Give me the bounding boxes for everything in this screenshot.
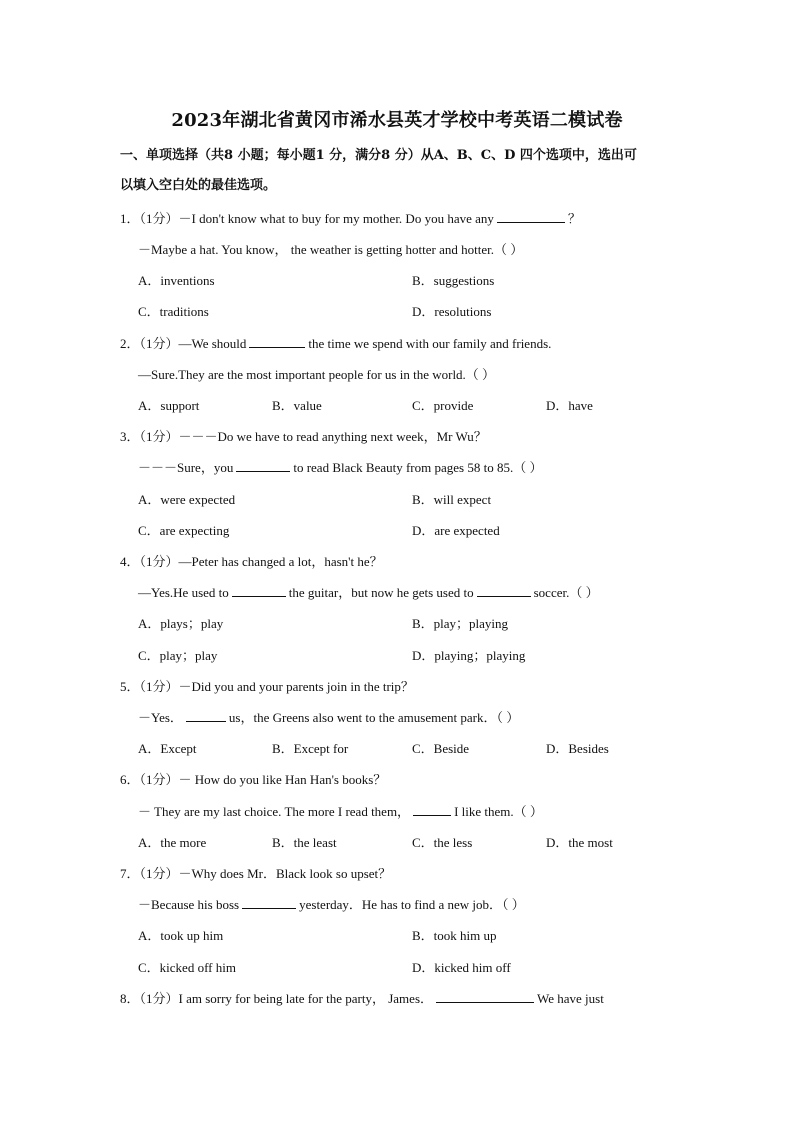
section-instructions-line1: 一、单项选择（共8 小题；每小题1 分，满分8 分）从A、B、C、D 四个选项中，选出可 [120,148,637,163]
question-6-stem: 6．（1分）－ How do you like Han Han's books？ [120,772,387,787]
question-2-option-a[interactable]: A．support [138,398,200,413]
answer-blank [249,335,305,348]
question-7-option-d[interactable]: D．kicked him off [412,960,511,975]
question-6-option-c[interactable]: C．the less [412,835,473,850]
question-4-option-b[interactable]: B．play；playing [412,616,509,631]
section-instructions-line2: 以填入空白处的最佳选项。 [120,178,277,193]
question-5-response: －Yes． us，the Greens also went to the amusement park．（ ） [138,710,520,725]
question-4-response: —Yes.He used to the guitar，but now he gets used to soccer.（ ） [138,585,599,600]
question-3-option-d[interactable]: D．are expected [412,523,500,538]
question-6-response: － They are my last choice. The more I read them， I like them.（ ） [138,804,543,819]
question-1-option-b[interactable]: B．suggestions [412,273,495,288]
question-2-option-c[interactable]: C．provide [412,398,474,413]
question-4-option-a[interactable]: A．plays；play [138,616,224,631]
answer-blank [477,584,531,597]
question-1-response: －Maybe a hat. You know， the weather is getting hotter and hotter.（ ） [138,242,524,257]
question-5-option-c[interactable]: C．Beside [412,741,470,756]
question-6-option-b[interactable]: B．the least [272,835,337,850]
question-7-option-c[interactable]: C．kicked off him [138,960,236,975]
answer-blank [497,210,565,223]
question-1-option-d[interactable]: D．resolutions [412,304,492,319]
question-3-stem: 3．（1分）－－－Do we have to read anything next week，Mr Wu？ [120,429,487,444]
question-2-stem: 2．（1分）—We should the time we spend with our family and friends. [120,336,552,351]
question-8-stem: 8．（1分）I am sorry for being late for the party， James． We have just [120,991,604,1006]
question-3-response: －－－Sure，you to read Black Beauty from pages 58 to 85.（ ） [138,460,543,475]
question-1-option-a[interactable]: A．inventions [138,273,215,288]
question-5-option-d[interactable]: D．Besides [546,741,609,756]
question-1-option-c[interactable]: C．traditions [138,304,209,319]
question-2-response: —Sure.They are the most important people for us in the world.（ ） [138,367,496,382]
question-5-option-b[interactable]: B．Except for [272,741,349,756]
question-5-stem: 5．（1分）－Did you and your parents join in the trip？ [120,679,414,694]
question-6-option-d[interactable]: D．the most [546,835,613,850]
question-4-option-c[interactable]: C．play；play [138,648,218,663]
question-3-option-a[interactable]: A．were expected [138,492,236,507]
question-7-option-b[interactable]: B．took him up [412,928,497,943]
question-1-stem: 1．（1分）－I don't know what to buy for my mother. Do you have any ？ [120,211,581,226]
question-7-stem: 7．（1分）－Why does Mr．Black look so upset？ [120,866,392,881]
answer-blank [242,896,296,909]
question-5-option-a[interactable]: A．Except [138,741,197,756]
question-3-option-b[interactable]: B．will expect [412,492,492,507]
question-6-option-a[interactable]: A．the more [138,835,207,850]
page-title: 2023年湖北省黄冈市浠水县英才学校中考英语二模试卷 [171,110,623,131]
question-4-option-d[interactable]: D．playing；playing [412,648,526,663]
answer-blank [413,803,451,816]
answer-blank [186,709,226,722]
answer-blank [232,584,286,597]
section-instructions [120,141,680,201]
question-3-option-c[interactable]: C．are expecting [138,523,230,538]
question-7-option-a[interactable]: A．took up him [138,928,224,943]
answer-blank [236,459,290,472]
question-4-stem: 4．（1分）—Peter has changed a lot，hasn't he？ [120,554,383,569]
question-7-response: －Because his boss yesterday．He has to find a new job．（ ） [138,897,525,912]
question-2-option-d[interactable]: D．have [546,398,593,413]
answer-blank [436,990,534,1003]
question-2-option-b[interactable]: B．value [272,398,322,413]
